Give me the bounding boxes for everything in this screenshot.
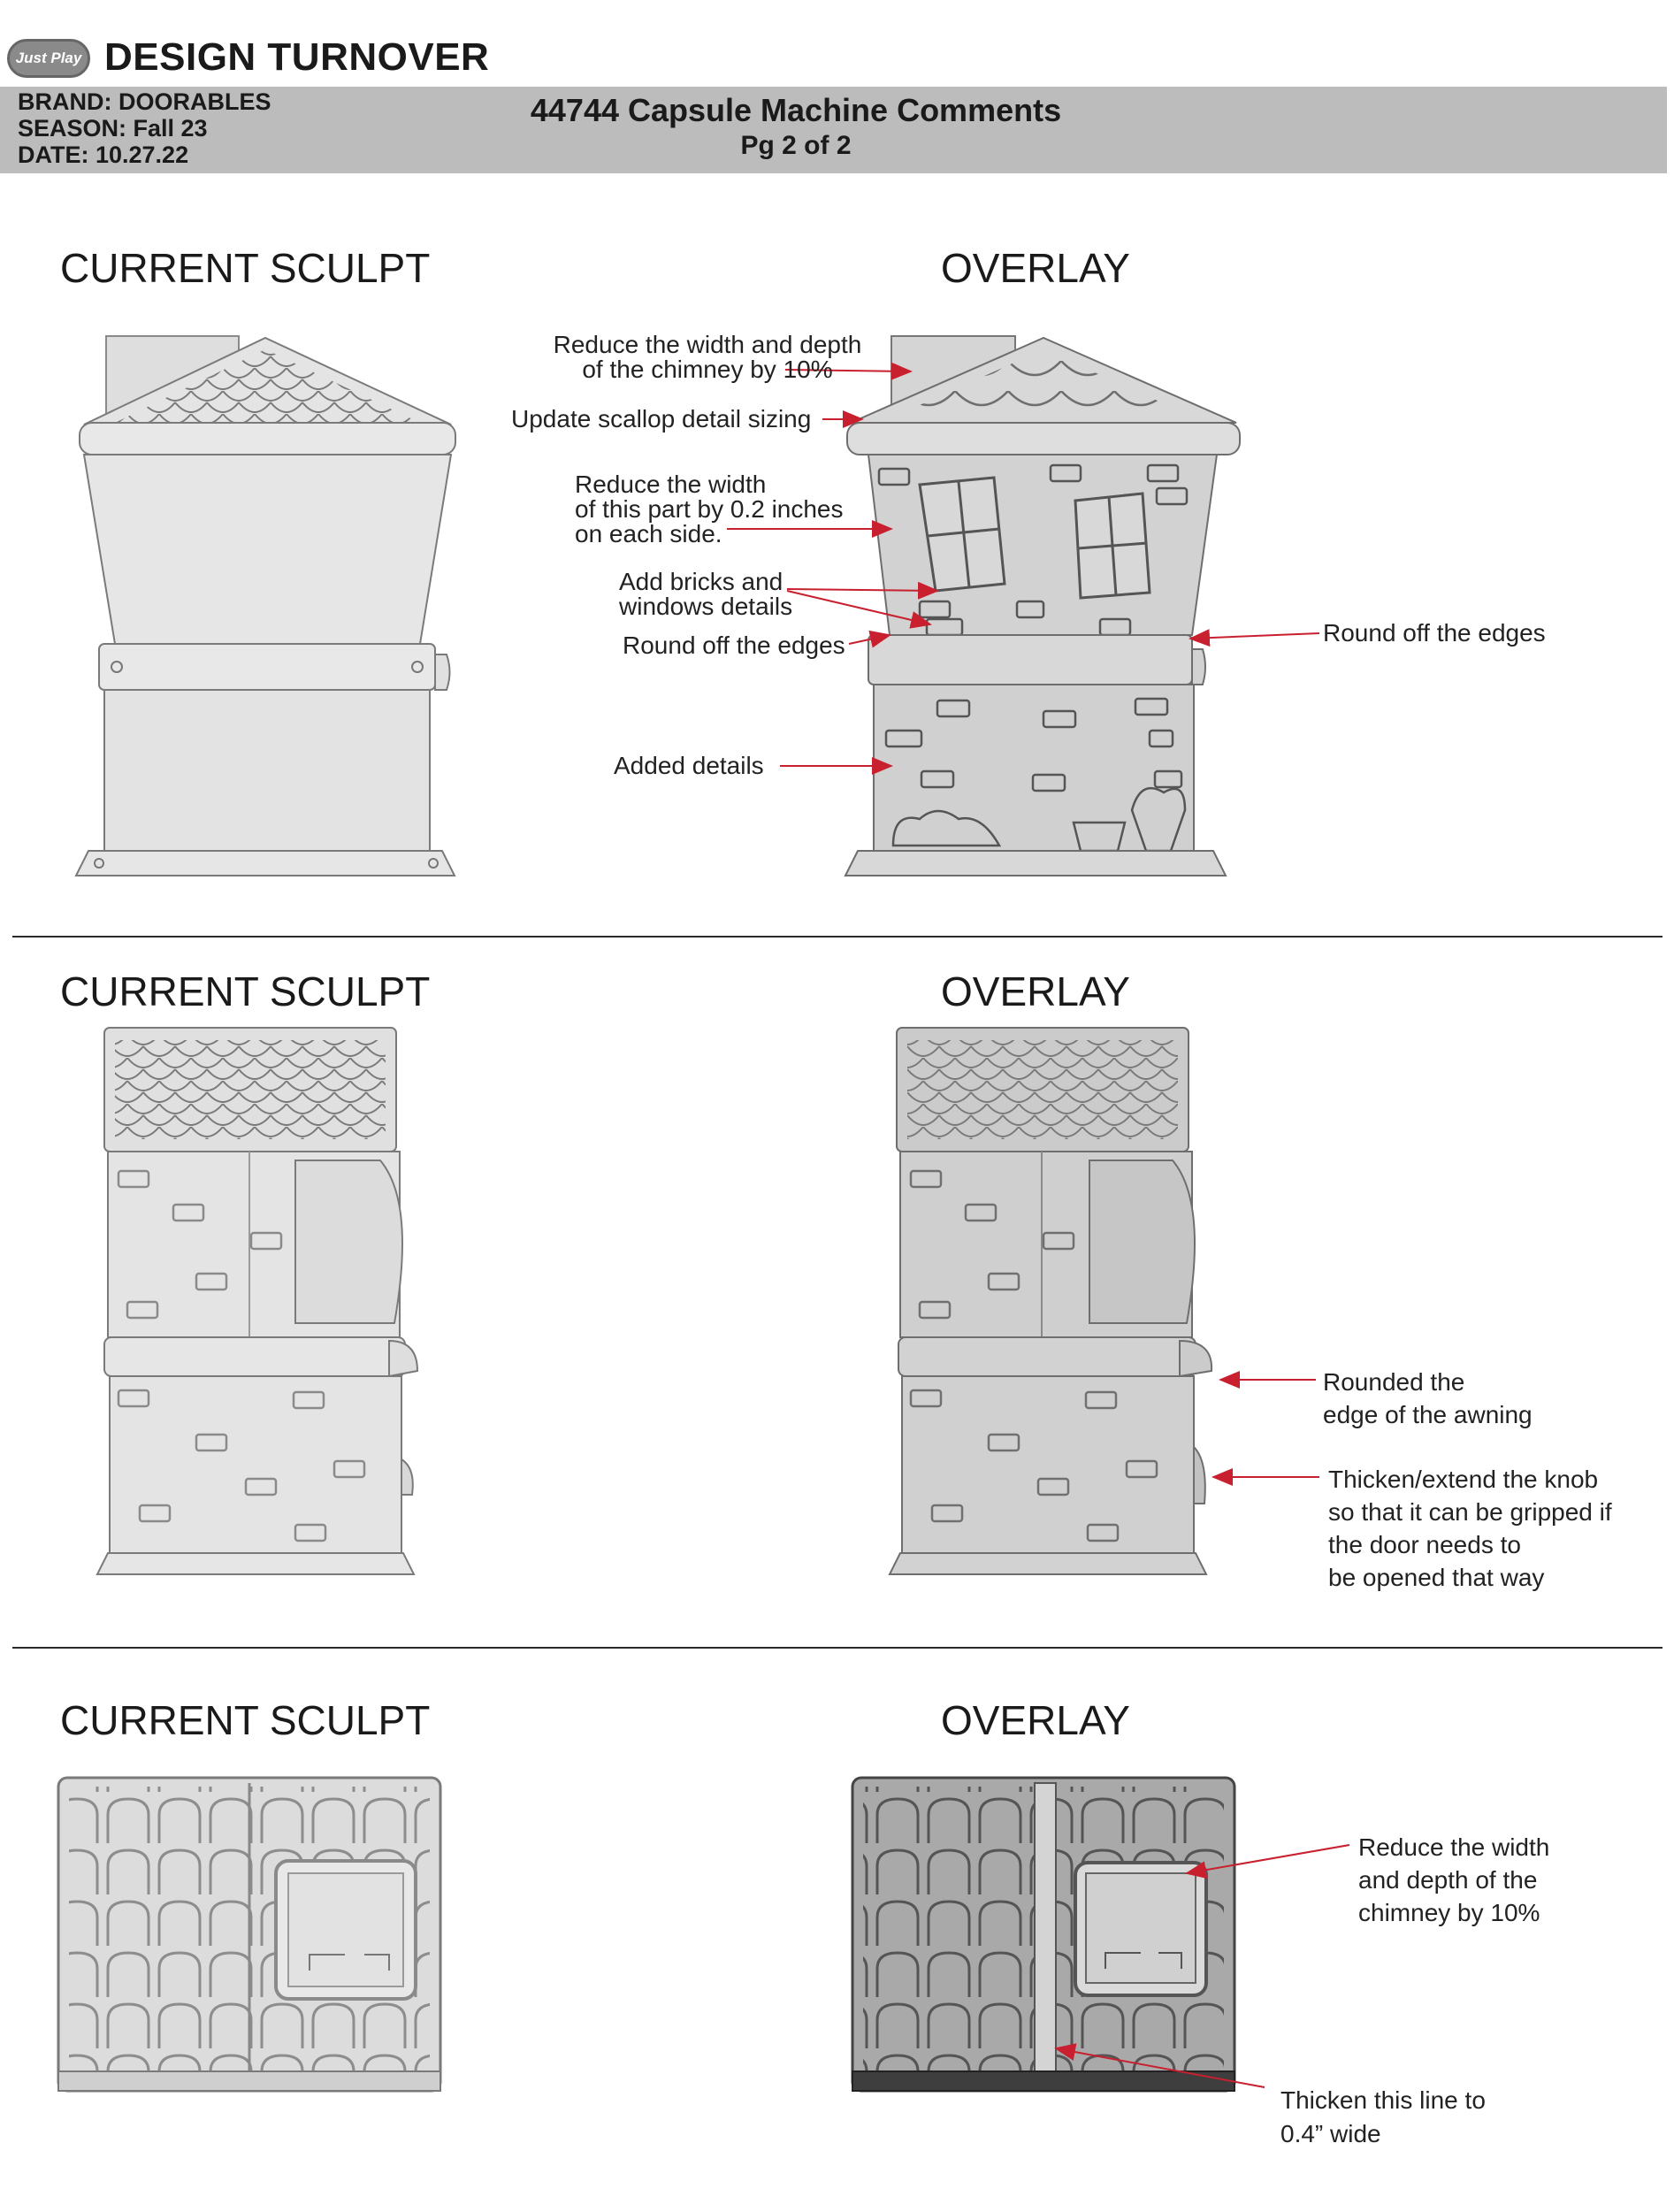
- overlay-side: [890, 1028, 1212, 1574]
- date-label: DATE: 10.27.22: [18, 142, 189, 168]
- season-label: SEASON: Fall 23: [18, 115, 208, 142]
- note-chimney-top: Reduce the width and depth of the chimney by 10%: [1358, 1833, 1550, 1926]
- project-title: 44744 Capsule Machine Comments: [530, 92, 1062, 128]
- overlay-top: [852, 1778, 1234, 2091]
- note-round-edges-left: Round off the edges: [623, 631, 845, 659]
- note-awning-edge: Rounded the edge of the awning: [1323, 1368, 1533, 1428]
- section1-current-title: CURRENT SCULPT: [60, 245, 431, 291]
- note-thicken-line: Thicken this line to 0.4” wide: [1280, 2086, 1486, 2147]
- note-bricks-windows: Add bricks and windows details: [619, 568, 793, 620]
- current-sculpt-front: [76, 336, 455, 876]
- section2-current-title: CURRENT SCULPT: [60, 968, 431, 1014]
- section3-overlay-title: OVERLAY: [941, 1697, 1130, 1743]
- section2-overlay-title: OVERLAY: [941, 968, 1130, 1014]
- brand-label: BRAND: DOORABLES: [18, 88, 271, 115]
- note-reduce-width: Reduce the width of this part by 0.2 inches on each side.: [575, 471, 844, 547]
- just-play-logo: Just Play: [7, 39, 90, 78]
- section3-current-title: CURRENT SCULPT: [60, 1697, 431, 1743]
- section1-overlay-title: OVERLAY: [941, 245, 1130, 291]
- note-added-details: Added details: [614, 752, 764, 779]
- current-sculpt-side: [97, 1028, 417, 1574]
- doc-title: DESIGN TURNOVER: [104, 35, 490, 79]
- note-chimney-size: Reduce the width and depth of the chimney by 10%: [553, 331, 862, 383]
- overlay-front: [845, 336, 1240, 876]
- note-round-edges-right: Round off the edges: [1323, 619, 1546, 647]
- note-knob: Thicken/extend the knob so that it can be gripped if the door needs to be opened that way: [1328, 1466, 1612, 1591]
- current-sculpt-top: [58, 1778, 440, 2091]
- note-scallop-sizing: Update scallop detail sizing: [511, 405, 812, 432]
- page-number: Pg 2 of 2: [740, 131, 852, 160]
